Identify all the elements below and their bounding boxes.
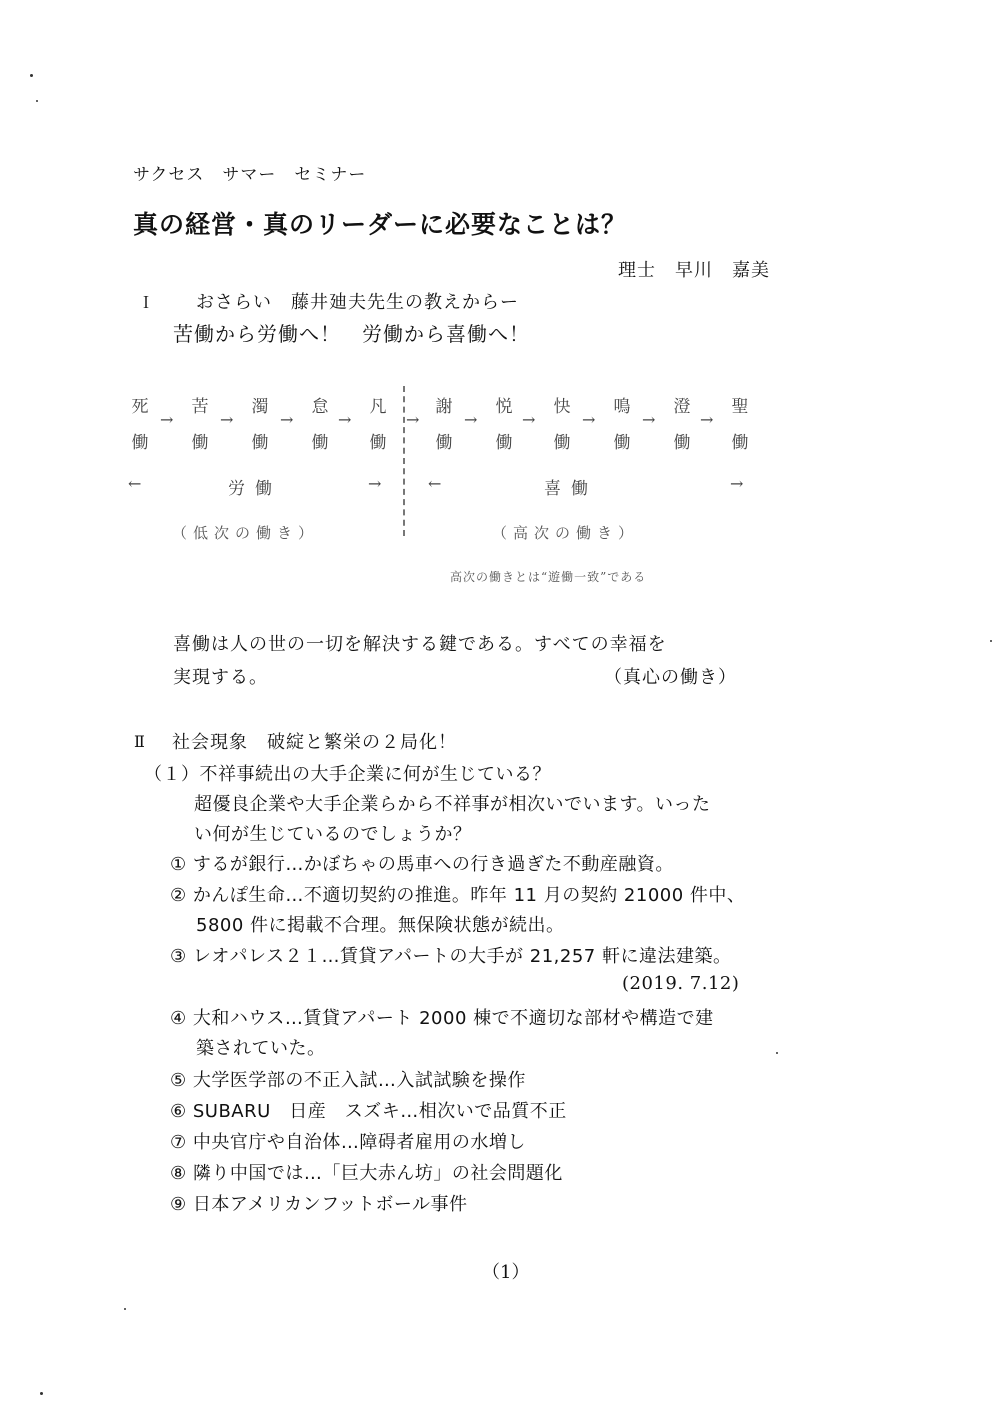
list-item: ⑤ 大学医学部の不正入試…入試試験を操作 [170,1070,526,1091]
list-item: ① するが銀行…かぼちゃの馬車への行き過ぎた不動産融資。 [170,854,674,875]
arrow-right-icon: → [280,410,294,429]
arrow-left-icon: ← [428,474,442,493]
scan-speck [36,100,38,102]
scan-speck [30,74,33,77]
list-item: ④ 大和ハウス…賃貸アパート 2000 棟で不適切な部材や構造で建 [170,1008,714,1029]
arrow-right-icon: → [642,410,656,429]
arrow-right-icon: → [406,410,420,429]
arrow-right-icon: → [220,410,234,429]
diagram-right-char: 悦 [495,397,513,417]
diagram-right-char: 快 [553,397,571,417]
diagram-left-char: 怠 [311,397,329,417]
page-number: （1） [482,1262,530,1283]
list-item: ② かんぽ生命…不適切契約の推進。昨年 11 月の契約 21000 件中、 [170,885,746,906]
diagram-work-char: 働 [495,433,513,453]
list-item-continuation: 5800 件に掲載不合理。無保険状態が続出。 [196,915,565,936]
diagram-work-char: 働 [673,433,691,453]
paragraph-line: 喜働は人の世の一切を解決する鍵である。すべての幸福を [173,634,667,655]
diagram-left-char: 凡 [369,397,387,417]
diagram-right-sublabel: （高次の働き） [492,524,640,542]
diagram-left-sublabel: （低次の働き） [172,524,320,542]
diagram-work-char: 働 [435,433,453,453]
arrow-right-icon: → [700,410,714,429]
author: 理士 早川 嘉美 [618,260,770,281]
diagram-work-char: 働 [369,433,387,453]
diagram-right-label: 喜働 [544,479,598,499]
list-item: ⑧ 隣り中国では…「巨大赤ん坊」の社会問題化 [170,1163,563,1184]
diagram-work-char: 働 [553,433,571,453]
diagram-divider [403,386,405,536]
scan-speck [124,1308,126,1310]
diagram-right-char: 澄 [673,397,691,417]
diagram-work-char: 働 [131,433,149,453]
diagram-left-char: 濁 [251,397,269,417]
arrow-right-icon: → [730,474,744,493]
diagram-work-char: 働 [191,433,209,453]
page-title: 真の経営・真のリーダーに必要なことは？ [133,210,628,239]
arrow-right-icon: → [464,410,478,429]
section2-number: Ⅱ [134,732,145,751]
diagram-work-char: 働 [731,433,749,453]
section2-subheading: （１）不祥事続出の大手企業に何が生じている？ [144,764,551,785]
section1-motto: 苦働から労働へ！ 労働から喜働へ！ [173,322,530,346]
diagram-right-char: 聖 [731,397,749,417]
diagram-right-char: 謝 [435,397,453,417]
arrow-right-icon: → [522,410,536,429]
diagram-work-char: 働 [311,433,329,453]
paragraph-tag: （真心の働き） [604,667,737,688]
scan-speck [40,1392,43,1395]
arrow-right-icon: → [160,410,174,429]
section1-title: おさらい 藤井廸夫先生の教えからー [196,292,519,313]
scan-speck [990,640,992,642]
arrow-right-icon: → [338,410,352,429]
diagram-left-char: 死 [131,397,149,417]
seminar-series: サクセス サマー セミナー [133,165,367,185]
list-item: ③ レオパレス２１…賃貸アパートの大手が 21,257 軒に違法建築。 [170,946,732,967]
diagram-work-char: 働 [251,433,269,453]
diagram-left-char: 苦 [191,397,209,417]
list-item-date: (2019. 7.12) [622,973,740,994]
arrow-right-icon: → [582,410,596,429]
intro-line: い何が生じているのでしょうか？ [194,824,472,845]
list-item: ⑨ 日本アメリカンフットボール事件 [170,1194,468,1215]
section1-number: Ｉ [138,293,155,312]
list-item: ⑦ 中央官庁や自治体…障碍者雇用の水増し [170,1132,526,1153]
paragraph-line: 実現する。 [173,667,268,688]
arrow-right-icon: → [368,474,382,493]
section2-title: 社会現象 破綻と繁栄の２局化！ [172,732,457,753]
intro-line: 超優良企業や大手企業らから不祥事が相次いでいます。いった [194,794,711,815]
diagram-note: 高次の働きとは“遊働一致”である [450,570,647,584]
list-item: ⑥ SUBARU 日産 スズキ…相次いで品質不正 [170,1101,567,1122]
scan-speck [776,1052,778,1054]
work-hierarchy-diagram [120,380,780,600]
diagram-left-label: 労働 [228,479,282,499]
list-item-continuation: 築されていた。 [196,1038,326,1059]
diagram-work-char: 働 [613,433,631,453]
diagram-right-char: 鳴 [613,397,631,417]
arrow-left-icon: ← [128,474,142,493]
